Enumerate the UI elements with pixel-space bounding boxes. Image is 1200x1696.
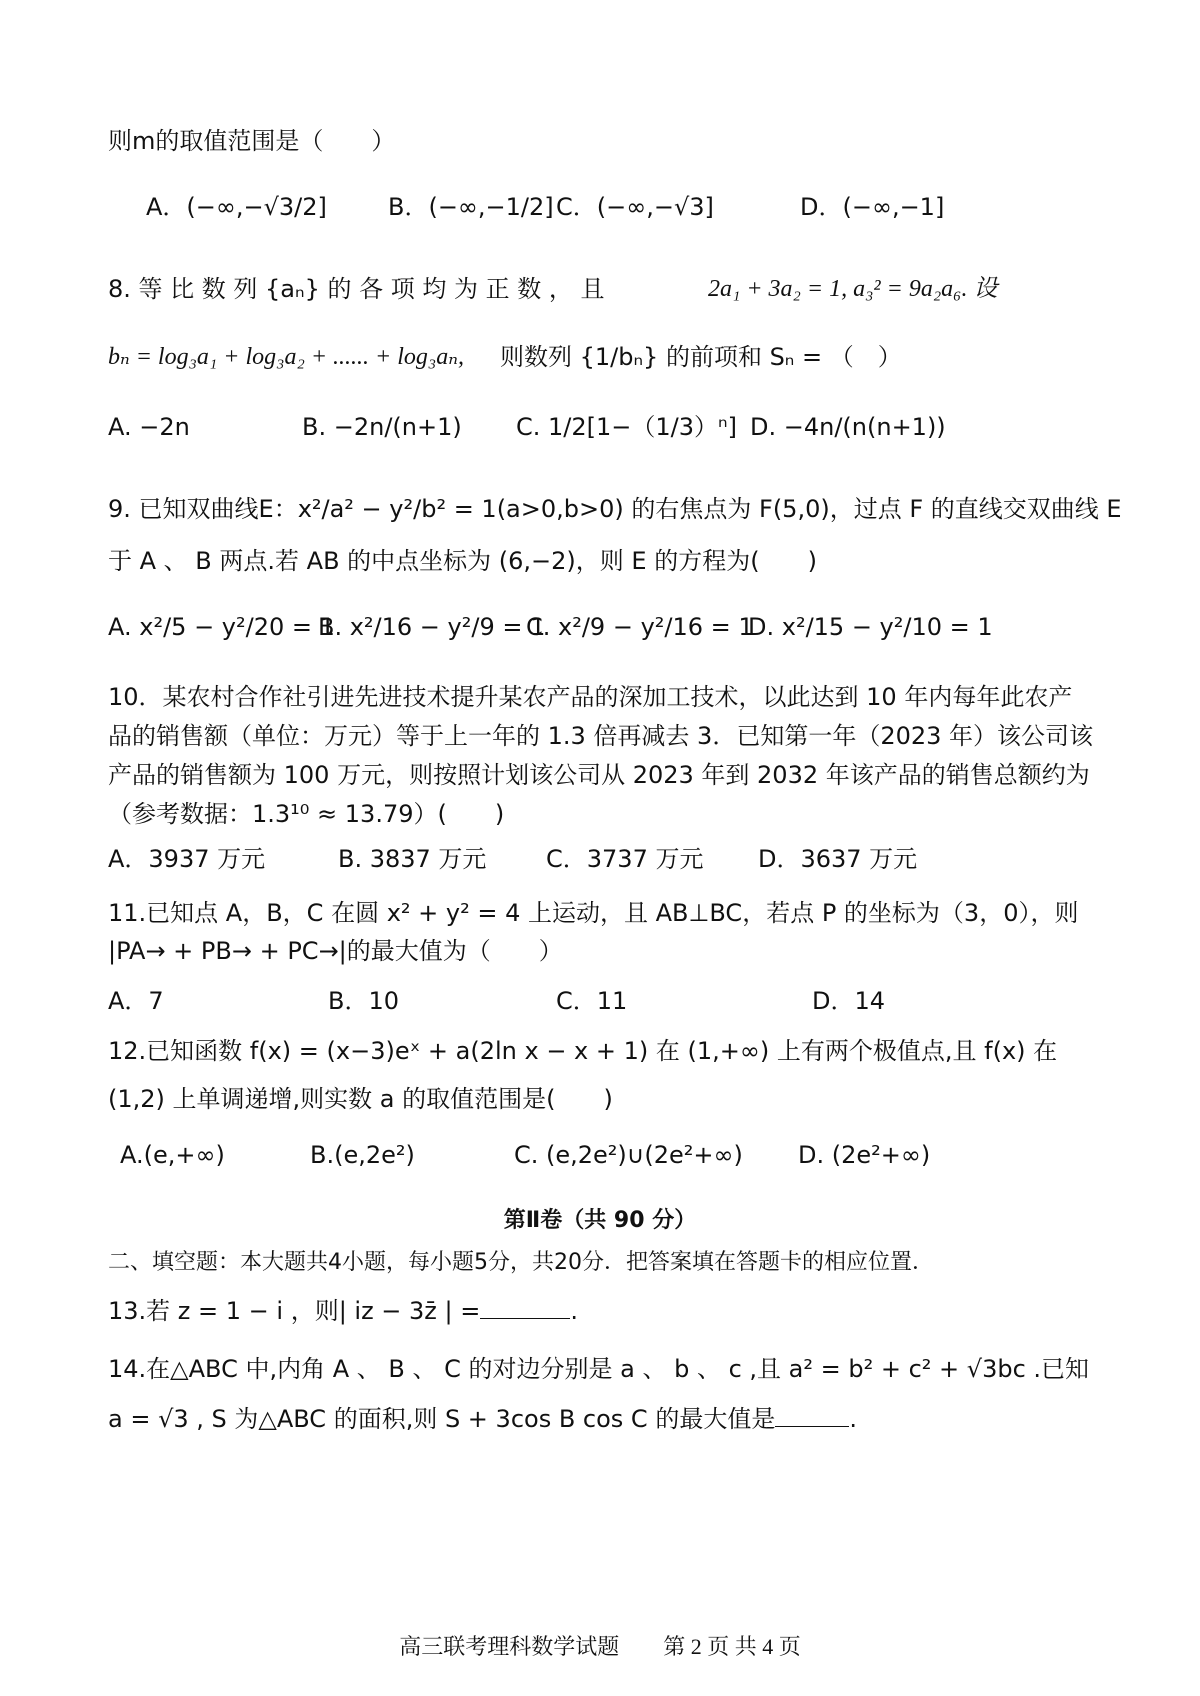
- section-2-title: 第Ⅱ卷（共 90 分）: [503, 1208, 697, 1233]
- q12-option-c: C. (e,2e²)∪(2e²+∞): [514, 1141, 743, 1169]
- q7-option-a: A．(−∞,−√3/2]: [146, 193, 327, 221]
- q10-option-c: C．3737 万元: [546, 845, 704, 873]
- q7-option-c: C．(−∞,−√3]: [556, 193, 714, 221]
- q10-stem-line1: 10．某农村合作社引进先进技术提升某农产品的深加工技术，以此达到 10 年内每年此农产: [108, 683, 1073, 711]
- q8-option-c: C. 1/2[1−（1/3）ⁿ]: [516, 413, 737, 441]
- q8-option-d: D. −4n/(n(n+1)): [750, 413, 946, 441]
- q9-stem-line2: 于 A 、 B 两点.若 AB 的中点坐标为 (6,−2)，则 E 的方程为( ): [108, 547, 817, 575]
- q11-option-d: D．14: [812, 987, 886, 1015]
- q12-option-b: B.(e,2e²): [310, 1141, 415, 1169]
- fill-in-instructions: 二、填空题：本大题共4小题，每小题5分，共20分．把答案填在答题卡的相应位置．: [108, 1250, 934, 1275]
- q12-stem-line2: (1,2) 上单调递增,则实数 a 的取值范围是( ): [108, 1085, 613, 1113]
- q8-stem-line1: 8. 等 比 数 列 {aₙ} 的 各 项 均 为 正 数 ， 且: [108, 275, 605, 303]
- q9-stem-line1: 9. 已知双曲线E：x²/a² − y²/b² = 1(a>0,b>0) 的右焦点为 F(5,0)，过点 F 的直线交双曲线 E: [108, 495, 1122, 523]
- q13-answer-blank: [480, 1296, 570, 1319]
- q11-option-c: C．11: [556, 987, 628, 1015]
- q7-option-d: D．(−∞,−1]: [800, 193, 945, 221]
- q12-stem-line1: 12.已知函数 f(x) = (x−3)eˣ + a(2ln x − x + 1) 在 (1,+∞) 上有两个极值点,且 f(x) 在: [108, 1037, 1058, 1065]
- q13-stem: 13.若 z = 1 − i ，则| iz − 3z̄ | = .: [108, 1297, 579, 1325]
- q14-stem-line1: 14.在△ABC 中,内角 A 、 B 、 C 的对边分别是 a 、 b 、 c ,且 a² = b² + c² + √3bc .已知: [108, 1355, 1090, 1383]
- q10-option-a: A．3937 万元: [108, 845, 266, 873]
- q9-option-a: A. x²/5 − y²/20 = 1: [108, 613, 335, 641]
- q11-stem-line1: 11.已知点 A，B，C 在圆 x² + y² = 4 上运动，且 AB⊥BC，若点 P 的坐标为（3，0），则: [108, 899, 1079, 927]
- q7-option-b: B．(−∞,−1/2]: [388, 193, 554, 221]
- q9-option-d: D. x²/15 − y²/10 = 1: [748, 613, 993, 641]
- q9-option-c: C. x²/9 − y²/16 = 1: [526, 613, 754, 641]
- q14-stem-line2: a = √3 , S 为△ABC 的面积,则 S + 3cos B cos C 的最大值是 .: [108, 1405, 857, 1433]
- q14-answer-blank: [775, 1404, 849, 1427]
- q7-stem-tail: 则m的取值范围是（ ）: [108, 127, 396, 155]
- q11-stem-line2: |PA→ + PB→ + PC→|的最大值为（ ）: [108, 937, 563, 965]
- q8-option-b: B. −2n/(n+1): [302, 413, 462, 441]
- q8-option-a: A. −2n: [108, 413, 190, 441]
- q10-stem-line3: 产品的销售额为 100 万元，则按照计划该公司从 2023 年到 2032 年该产品的销售总额约为: [108, 761, 1090, 789]
- q10-option-d: D．3637 万元: [758, 845, 918, 873]
- q11-option-a: A．7: [108, 987, 164, 1015]
- q11-option-b: B．10: [328, 987, 400, 1015]
- q9-option-b: B. x²/16 − y²/9 = 1: [318, 613, 546, 641]
- q10-stem-line2: 品的销售额（单位：万元）等于上一年的 1.3 倍再减去 3．已知第一年（2023 年）该公司该: [108, 722, 1094, 750]
- q10-option-b: B. 3837 万元: [338, 845, 487, 873]
- q8-condition-formula: 2a₁ + 3a₂ = 1, a₃² = 9a₂a₆. 设: [708, 276, 998, 302]
- q8-bn-formula: bₙ = log₃a₁ + log₃a₂ + ...... + log₃aₙ,: [108, 344, 464, 370]
- q13-text: 13.若 z = 1 − i ，则| iz − 3z̄ | =: [108, 1297, 481, 1325]
- q14-line2-text: a = √3 , S 为△ABC 的面积,则 S + 3cos B cos C 的最大值是: [108, 1405, 776, 1433]
- page-footer: 高三联考理科数学试题 第 2 页 共 4 页: [399, 1634, 801, 1659]
- q10-stem-line4: （参考数据：1.3¹⁰ ≈ 13.79）( ): [108, 800, 505, 828]
- q12-option-d: D. (2e²+∞): [798, 1141, 931, 1169]
- q8-stem-line2: 则数列 {1/bₙ} 的前项和 Sₙ = （ ）: [500, 343, 902, 371]
- q12-option-a: A.(e,+∞): [120, 1141, 225, 1169]
